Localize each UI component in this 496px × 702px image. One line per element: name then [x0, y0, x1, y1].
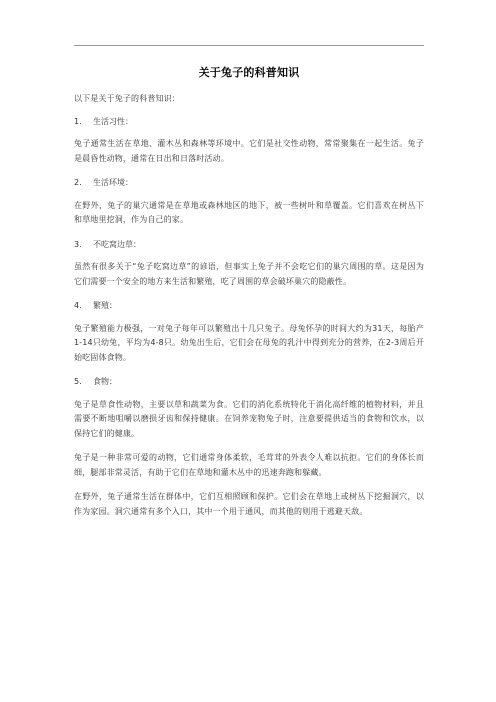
section-heading-text: 生活环境：	[93, 178, 133, 187]
section-heading-4	[74, 299, 424, 314]
page-title: 关于兔子的科普知识	[198, 66, 300, 79]
section-heading-text: 食物：	[93, 377, 117, 386]
document-content	[74, 64, 424, 519]
section-body-1: 兔子通常生活在草地、灌木丛和森林等环境中。它们是社交性动物，常常聚集在一起生活。兔子是晨昏性动物，通常在日出和日落时活动。	[74, 139, 424, 163]
section-number: 5.	[74, 377, 82, 386]
section-number: 2.	[74, 178, 82, 187]
section-heading-3	[74, 238, 424, 253]
section-heading-2	[74, 176, 424, 191]
section-body-3: 虽然有很多关于“兔子吃窝边草”的谚语，但事实上兔子并不会吃它们的巢穴周围的草。这是因为它们需要一个安全的地方来生活和繁殖，吃了周围的草会破坏巢穴的隐蔽性。	[74, 262, 424, 286]
section-body-5: 兔子是草食性动物，主要以草和蔬菜为食。它们的消化系统特化于消化高纤维的植物材料，并且需要不断地咀嚼以磨损牙齿和保持健康。在饲养宠物兔子时，注意要提供适当的食物和饮水，以保持它们的健康。	[74, 399, 424, 438]
header-rule	[74, 45, 424, 46]
section-number: 3.	[74, 239, 82, 249]
section-heading-1	[74, 115, 424, 130]
section-heading-text: 生活习性：	[93, 116, 133, 126]
section-heading-5	[74, 375, 424, 390]
section-heading-text: 不吃窝边草：	[93, 239, 141, 249]
closing-paragraph-2: 在野外，兔子通常生活在群体中，它们互相照顾和保护。它们会在草地上或树丛下挖掘洞穴，以作为家园。洞穴通常有多个入口，其中一个用于通风，而其他的则用于逃避天敌。	[74, 492, 424, 516]
section-heading-text: 繁殖：	[93, 301, 117, 310]
section-body-2: 在野外，兔子的巢穴通常是在草地或森林地区的地下，被一些树叶和草覆盖。它们喜欢在树丛下和草地里挖洞，作为自己的家。	[74, 200, 424, 224]
section-number: 1.	[74, 116, 82, 126]
intro-paragraph: 以下是关于兔子的科普知识：	[74, 94, 180, 103]
section-body-4: 兔子繁殖能力极强，一对兔子每年可以繁殖出十几只兔子。母兔怀孕的时间大约为31天，每胎产1-14只幼兔，平均为4-8只。幼兔出生后，它们会在母兔的乳汁中得到充分的营养，在2-3周后开始吃固体食物。	[74, 323, 424, 362]
section-number: 4.	[74, 301, 82, 310]
closing-paragraph-1: 兔子是一种非常可爱的动物，它们通常身体柔软，毛茸茸的外表令人难以抗拒。它们的身体长而细，腿部非常灵活，有助于它们在草地和灌木丛中的迅速奔跑和躲藏。	[74, 453, 424, 477]
